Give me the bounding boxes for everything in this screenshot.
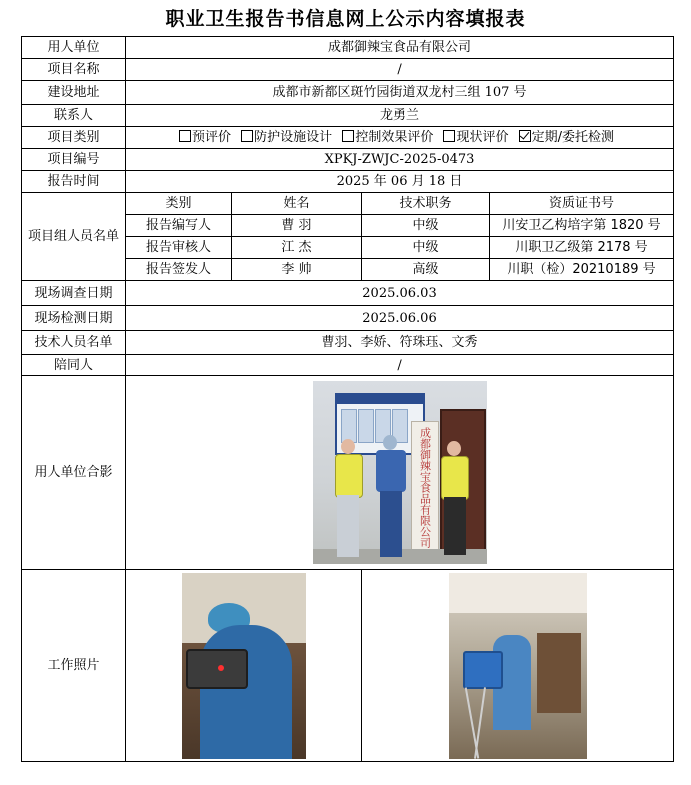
value-technicians: 曹羽、李娇、符珠珏、文秀 (126, 331, 674, 355)
page-title: 职业卫生报告书信息网上公示内容填报表 (165, 8, 526, 30)
work-photo-sampling (182, 573, 306, 759)
row-test-date (22, 306, 674, 331)
value-contact: 龙勇兰 (126, 105, 674, 127)
label-work-photos: 工作照片 (22, 570, 126, 762)
row-escort (22, 355, 674, 376)
label-escort: 陪同人 (22, 355, 126, 376)
row-work-photos (22, 570, 674, 762)
group-photo (313, 381, 487, 564)
work-photo-cell-1 (126, 570, 362, 762)
member-title: 中级 (362, 237, 490, 259)
row-project-name (22, 59, 674, 81)
label-group-photo: 用人单位合影 (22, 376, 126, 570)
option-control-effect[interactable]: 控制效果评价 (342, 130, 433, 145)
member-cert: 川职（检）20210189 号 (490, 259, 674, 281)
label-report-time: 报告时间 (22, 171, 126, 193)
member-role: 报告审核人 (126, 237, 232, 259)
checkbox-icon[interactable] (342, 130, 354, 142)
work-photo-cell-2 (362, 570, 674, 762)
member-cert: 川职卫乙级第 2178 号 (490, 237, 674, 259)
checkbox-icon[interactable] (179, 130, 191, 142)
label-team: 项目组人员名单 (22, 193, 126, 281)
value-report-time: 2025 年 06 月 18 日 (126, 171, 674, 193)
group-photo-cell (126, 376, 674, 570)
option-periodic-testing[interactable]: 定期/委托检测 (519, 130, 614, 145)
label-contact: 联系人 (22, 105, 126, 127)
label-test-date: 现场检测日期 (22, 306, 126, 331)
option-pre-evaluation[interactable]: 预评价 (179, 130, 231, 145)
value-employer: 成都御辣宝食品有限公司 (126, 37, 674, 59)
row-project-type (22, 127, 674, 149)
value-project-no: XPKJ-ZWJC-2025-0473 (126, 149, 674, 171)
checkbox-checked-icon[interactable] (519, 130, 531, 142)
row-technicians (22, 331, 674, 355)
value-project-name: / (126, 59, 674, 81)
member-name: 江 杰 (232, 237, 362, 259)
label-project-no: 项目编号 (22, 149, 126, 171)
label-project-type: 项目类别 (22, 127, 126, 149)
label-employer: 用人单位 (22, 37, 126, 59)
row-group-photo (22, 376, 674, 570)
row-survey-date (22, 281, 674, 306)
team-header-cert: 资质证书号 (490, 193, 674, 215)
team-header-role: 类别 (126, 193, 232, 215)
row-address (22, 81, 674, 105)
row-contact (22, 105, 674, 127)
label-technicians: 技术人员名单 (22, 331, 126, 355)
member-title: 中级 (362, 215, 490, 237)
project-type-options (126, 127, 674, 149)
member-title: 高级 (362, 259, 490, 281)
team-header-name: 姓名 (232, 193, 362, 215)
member-name: 李 帅 (232, 259, 362, 281)
checkbox-icon[interactable] (241, 130, 253, 142)
info-table (21, 36, 674, 762)
value-address: 成都市新都区斑竹园街道双龙村三组 107 号 (126, 81, 674, 105)
option-status-evaluation[interactable]: 现状评价 (443, 130, 508, 145)
label-address: 建设地址 (22, 81, 126, 105)
label-survey-date: 现场调查日期 (22, 281, 126, 306)
member-role: 报告签发人 (126, 259, 232, 281)
value-escort: / (126, 355, 674, 376)
company-plaque: 成都御辣宝食品有限公司 (411, 421, 439, 553)
team-header-row (22, 193, 674, 215)
value-survey-date: 2025.06.03 (126, 281, 674, 306)
row-project-no (22, 149, 674, 171)
row-report-time (22, 171, 674, 193)
member-cert: 川安卫乙构培字第 1820 号 (490, 215, 674, 237)
team-header-title: 技术职务 (362, 193, 490, 215)
option-protection-design[interactable]: 防护设施设计 (241, 130, 332, 145)
row-employer (22, 37, 674, 59)
member-name: 曹 羽 (232, 215, 362, 237)
checkbox-icon[interactable] (443, 130, 455, 142)
member-role: 报告编写人 (126, 215, 232, 237)
label-project-name: 项目名称 (22, 59, 126, 81)
work-photo-testing (449, 573, 587, 759)
value-test-date: 2025.06.06 (126, 306, 674, 331)
